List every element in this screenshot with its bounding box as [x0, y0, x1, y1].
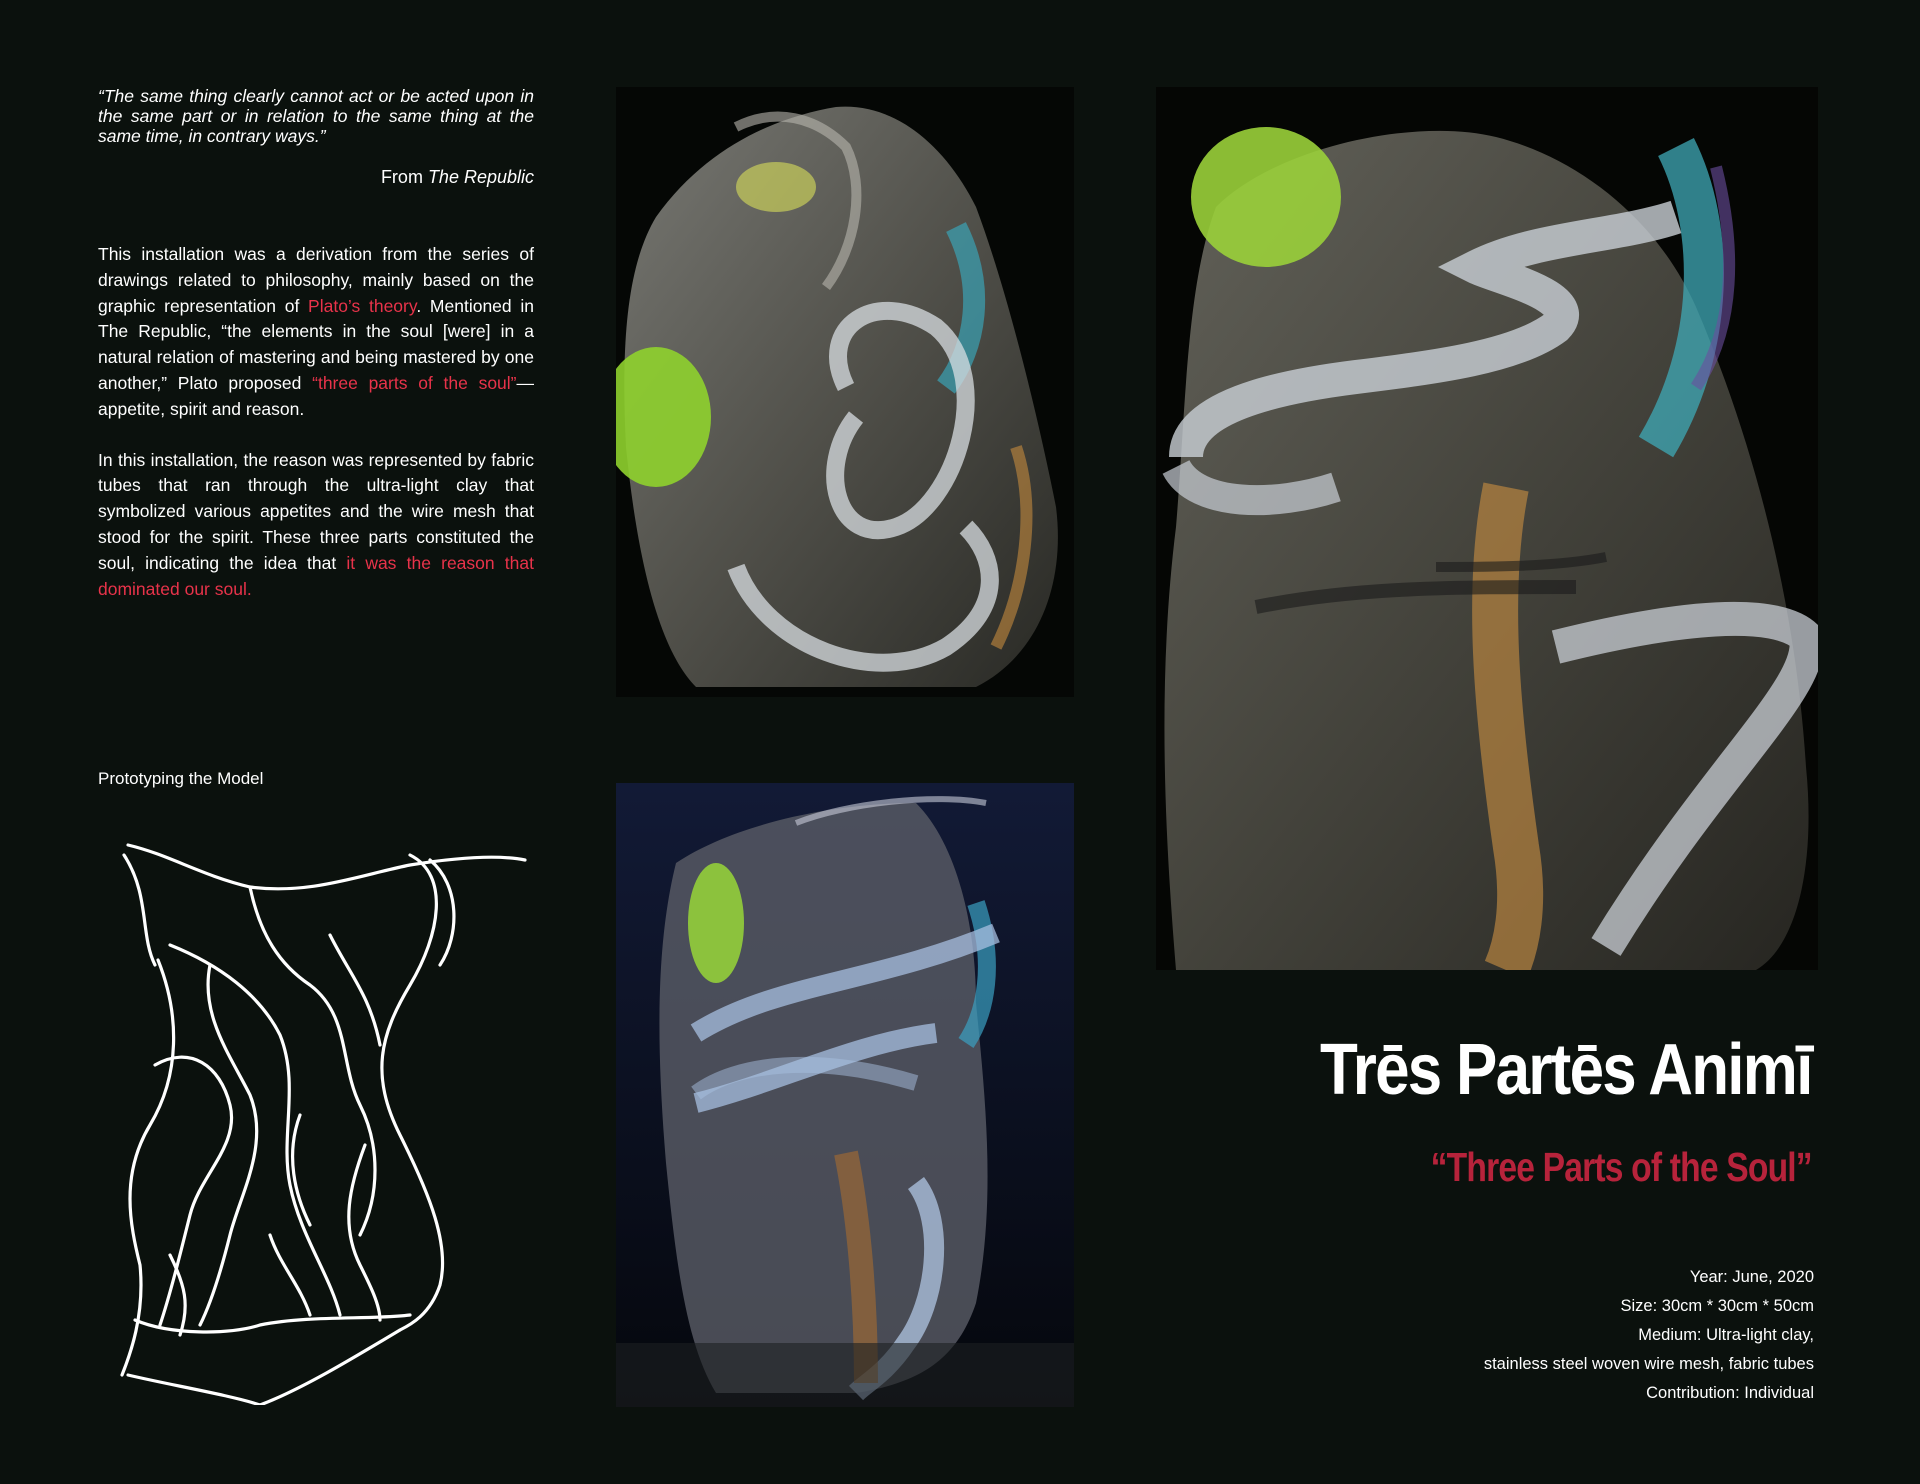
prototype-label: Prototyping the Model: [98, 769, 264, 788]
detail-size: Size: 30cm * 30cm * 50cm: [1620, 1297, 1814, 1315]
installation-photo-1: [616, 87, 1074, 697]
detail-year: Year: June, 2020: [1689, 1268, 1814, 1286]
project-subtitle: “Three Parts of the Soul”: [1430, 1144, 1812, 1190]
description-paragraph-1: [98, 242, 534, 423]
quote-source-title: The Republic: [427, 167, 534, 187]
installation-photo-3: [1156, 87, 1818, 970]
quote-source-prefix: From: [380, 167, 428, 187]
detail-contribution: Contribution: Individual: [1646, 1384, 1814, 1402]
quote-source: [98, 166, 534, 188]
installation-photo-2: [616, 783, 1074, 1407]
project-title: Trēs Partēs Animī: [1320, 1030, 1812, 1110]
opening-quote: “The same thing clearly cannot act or be acted upon in the same part or in relation to the same thing at the same time, in contrary ways.”: [98, 86, 534, 146]
description-text: . Mentioned in The Republic, “the elements in the soul [were] in a natural relation of mastering and being mastered by one another,” Plato proposed: [98, 295, 534, 393]
detail-medium-line-1: Medium: Ultra-light clay,: [1638, 1326, 1814, 1344]
prototype-sketch: [110, 815, 540, 1405]
description-text: —appetite, spirit and reason.: [98, 372, 535, 419]
description-text: This installation was a derivation from the series of drawings related to philosophy, mainly based on the graphic representation of: [98, 244, 534, 316]
project-details: [1484, 1263, 1814, 1408]
highlight-three-parts: “three parts of the soul”: [312, 372, 517, 393]
highlight-reason-dominated: it was the reason that dominated our soul.: [98, 552, 534, 599]
highlight-platos-theory: Plato’s theory: [308, 295, 417, 316]
description-paragraph-2: [98, 448, 534, 603]
detail-medium-line-2: stainless steel woven wire mesh, fabric tubes: [1483, 1355, 1814, 1373]
project-description: [98, 242, 534, 627]
description-text: In this installation, the reason was represented by fabric tubes that ran through the ultra-light clay that symbolized various appetites and the wire mesh that stood for the spirit. These three parts constituted the soul, indicating the idea that: [98, 449, 534, 573]
